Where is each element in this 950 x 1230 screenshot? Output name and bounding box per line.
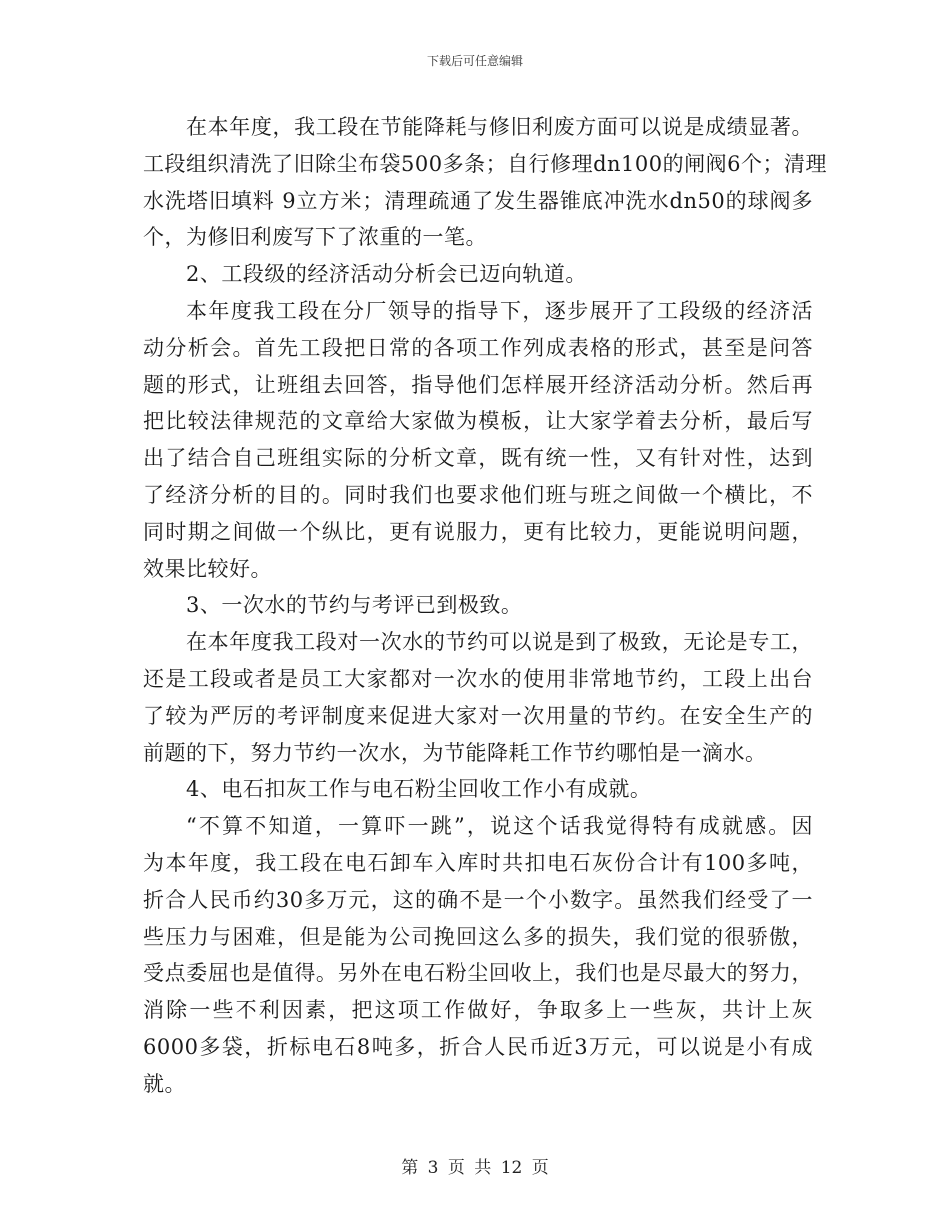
text-line: 受点委屈也是值得。另外在电石粉尘回收上，我们也是尽最大的努力， bbox=[143, 961, 813, 986]
text-line: 还是工段或者是员工大家都对一次水的使用非常地节约，工段上出台 bbox=[143, 666, 813, 691]
text-line: 6000多袋，折标电石8吨多，折合人民币近3万元，可以说是小有成 bbox=[143, 1034, 813, 1059]
text-line: 本年度我工段在分厂领导的指导下，逐步展开了工段级的经济活 bbox=[186, 298, 813, 323]
text-line: 3、一次水的节约与考评已到极致。 bbox=[186, 593, 523, 618]
text-line: 动分析会。首先工段把日常的各项工作列成表格的形式，甚至是问答 bbox=[143, 335, 813, 360]
document-body bbox=[143, 109, 827, 1103]
page-header: 下载后可任意编辑 bbox=[426, 54, 523, 68]
text-line: 就。 bbox=[143, 1071, 186, 1096]
text-line: 为本年度，我工段在电石卸车入库时共扣电石灰份合计有100多吨， bbox=[143, 850, 813, 875]
text-line: 2、工段级的经济活动分析会已迈向轨道。 bbox=[186, 262, 587, 287]
text-line: 前题的下，努力节约一次水，为节能降耗工作节约哪怕是一滴水。 bbox=[143, 740, 767, 765]
page-number-footer: 第 3 页 共 12 页 bbox=[401, 1158, 549, 1178]
text-line: 在本年度我工段对一次水的节约可以说是到了极致，无论是专工， bbox=[186, 630, 813, 655]
text-line: 题的形式，让班组去回答，指导他们怎样展开经济活动分析。然后再 bbox=[143, 372, 813, 397]
text-line: 4、电石扣灰工作与电石粉尘回收工作小有成就。 bbox=[186, 777, 652, 802]
text-line: “不算不知道，一算吓一跳”，说这个话我觉得特有成就感。因 bbox=[186, 814, 813, 839]
text-line: 工段组织清洗了旧除尘布袋500多条；自行修理dn100的闸阀6个；清理 bbox=[143, 151, 827, 176]
text-line: 效果比较好。 bbox=[143, 556, 272, 581]
text-line: 消除一些不利因素，把这项工作做好，争取多上一些灰，共计上灰 bbox=[143, 998, 813, 1023]
text-line: 在本年度，我工段在节能降耗与修旧利废方面可以说是成绩显著。 bbox=[186, 115, 813, 139]
text-line: 折合人民币约30多万元，这的确不是一个小数字。虽然我们经受了一 bbox=[143, 887, 813, 912]
text-line: 个，为修旧利废写下了浓重的一笔。 bbox=[143, 225, 487, 250]
text-line: 把比较法律规范的文章给大家做为模板，让大家学着去分析，最后写 bbox=[143, 409, 813, 434]
text-line: 同时期之间做一个纵比，更有说服力，更有比较力，更能说明问题， bbox=[143, 519, 813, 544]
text-line: 了经济分析的目的。同时我们也要求他们班与班之间做一个横比，不 bbox=[143, 482, 813, 507]
text-line: 出了结合自己班组实际的分析文章，既有统一性，又有针对性，达到 bbox=[143, 446, 813, 471]
text-line: 水洗塔旧填料 9立方米；清理疏通了发生器锥底冲洗水dn50的球阀多 bbox=[143, 188, 813, 213]
text-line: 了较为严厉的考评制度来促进大家对一次用量的节约。在安全生产的 bbox=[143, 703, 813, 728]
text-line: 些压力与困难，但是能为公司挽回这么多的损失，我们觉的很骄傲， bbox=[143, 924, 813, 949]
